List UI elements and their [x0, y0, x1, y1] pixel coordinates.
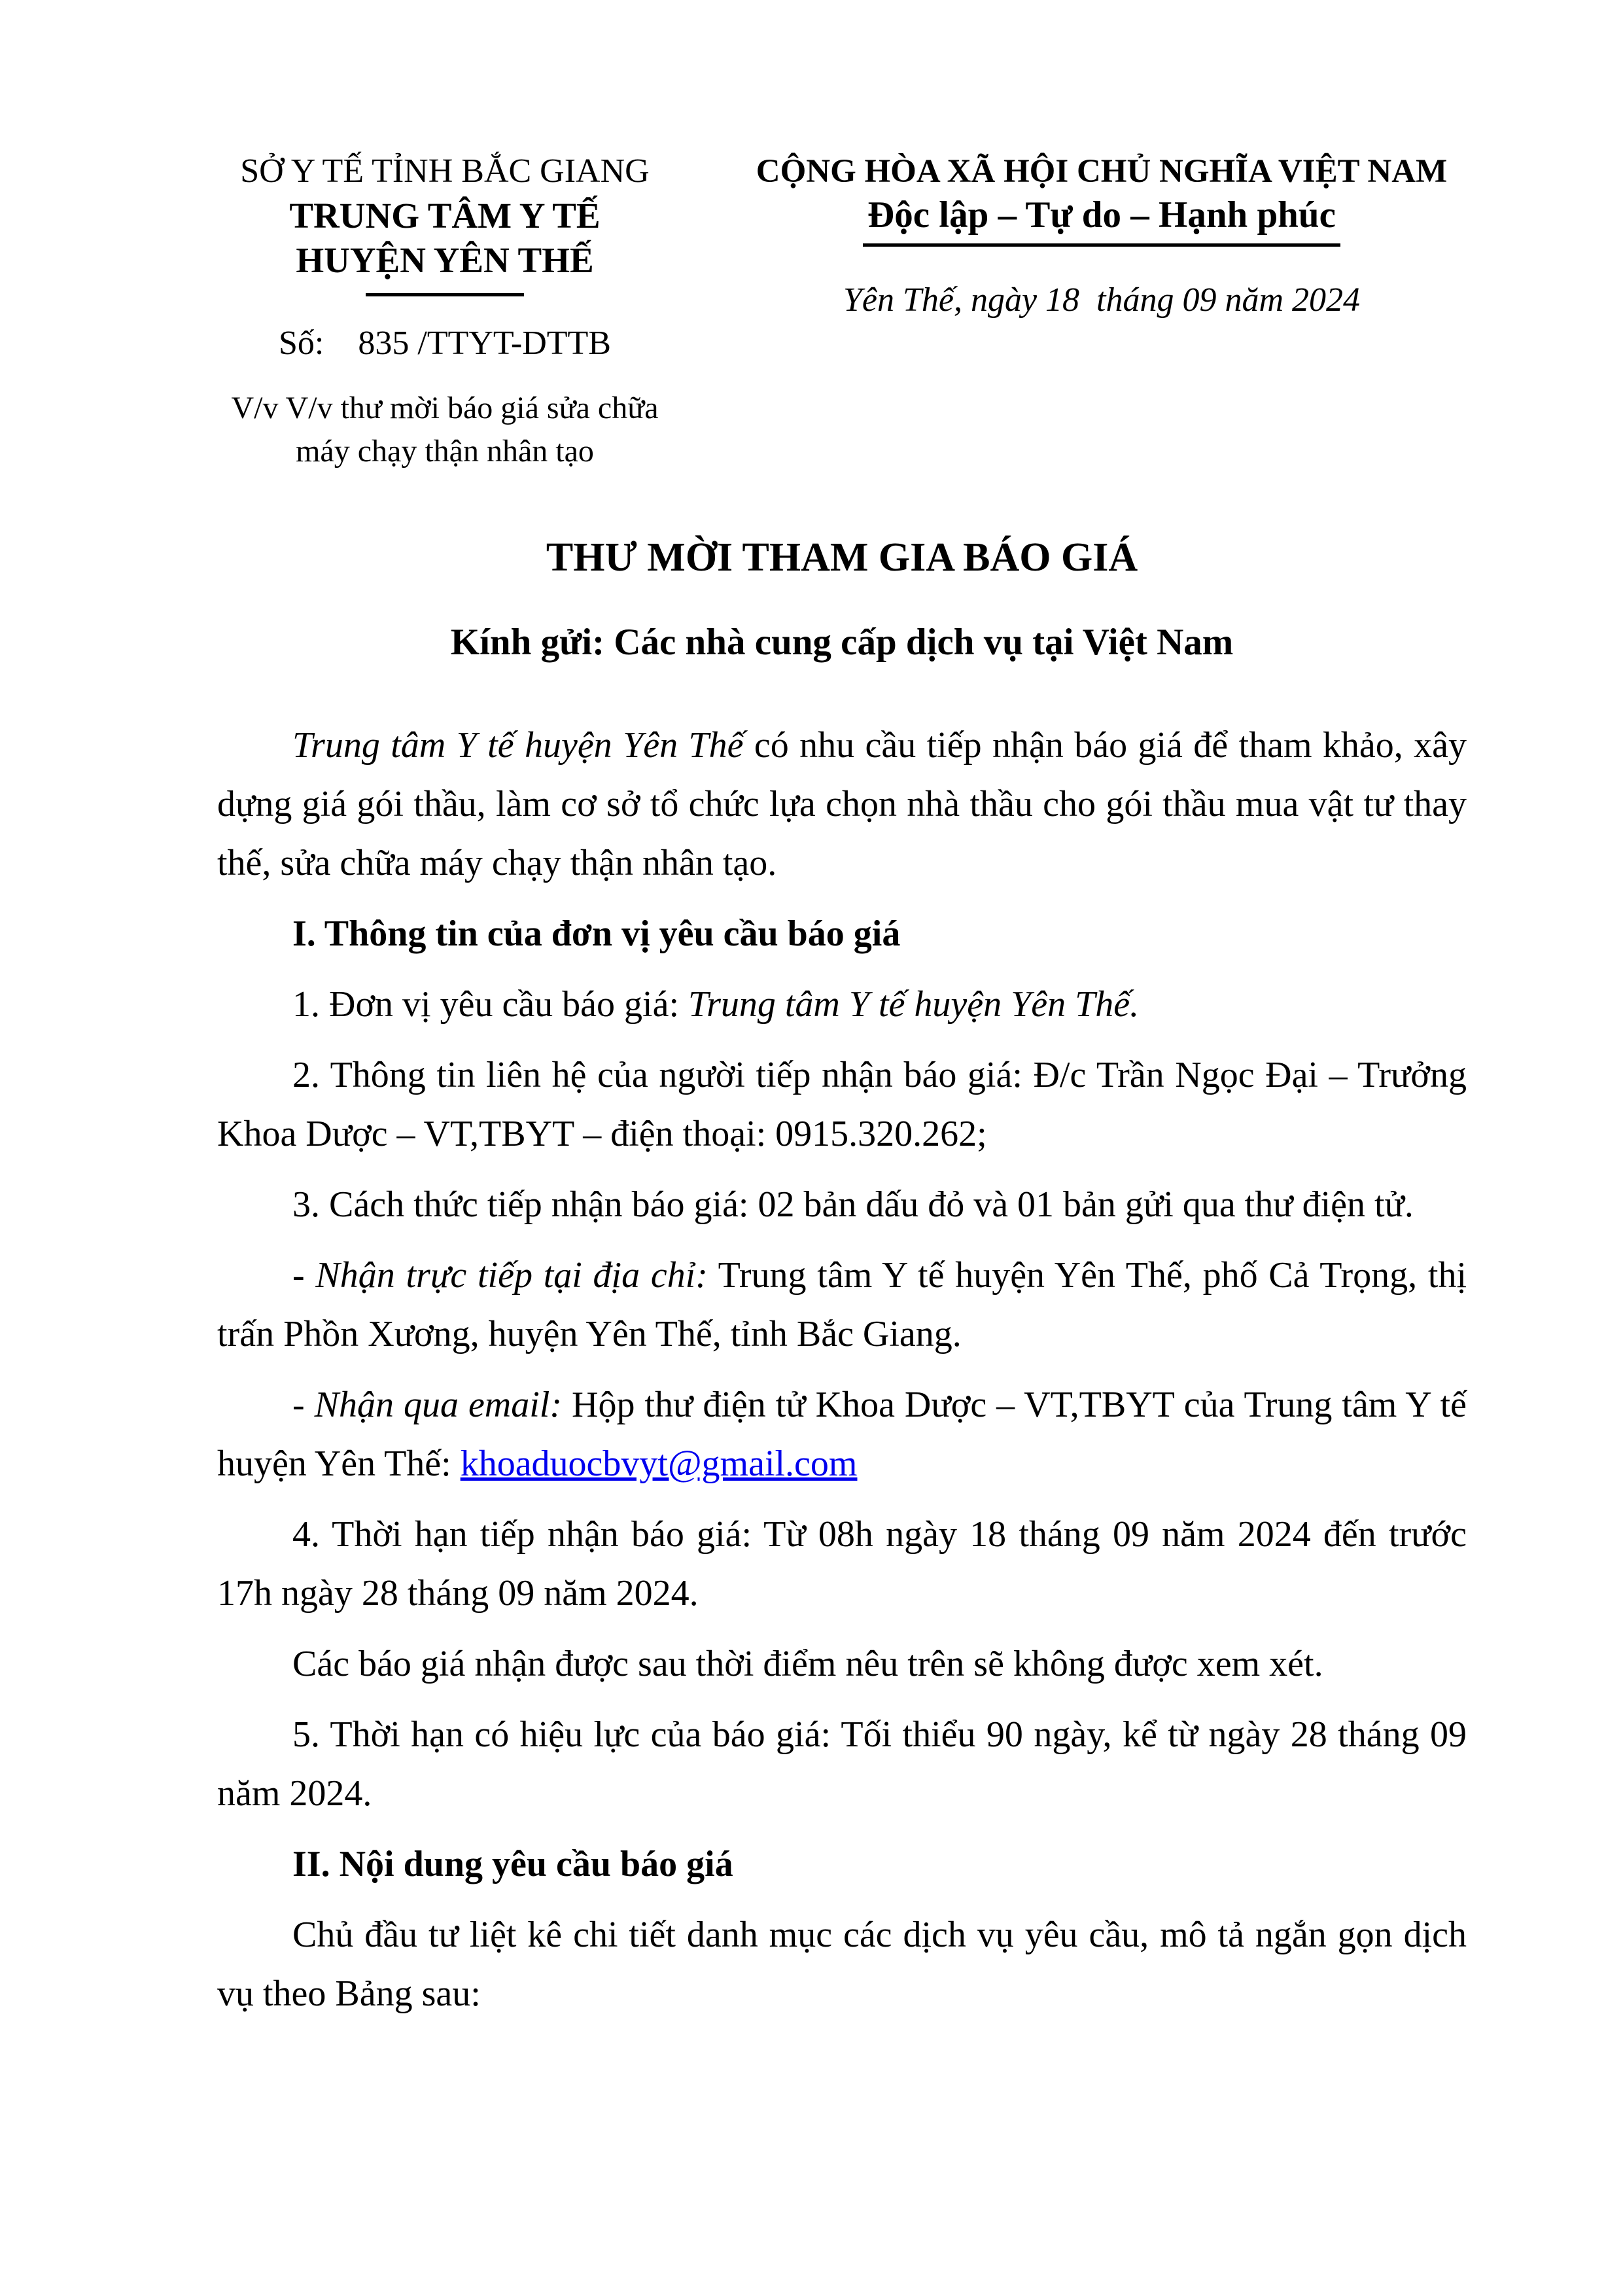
header-left-rule [366, 293, 524, 296]
item-1-lead: 1. Đơn vị yêu cầu báo giá: [292, 984, 689, 1025]
email-link[interactable]: khoaduocbvyt@gmail.com [460, 1443, 858, 1484]
item-3: 3. Cách thức tiếp nhận báo giá: 02 bản dấu đỏ và 01 bản gửi qua thư điện tử. [292, 1184, 1414, 1225]
header-right-rule [863, 243, 1340, 247]
document-body [217, 716, 1467, 2023]
section-1-heading: I. Thông tin của đơn vị yêu cầu báo giá [292, 913, 901, 954]
paragraph-final: Chủ đầu tư liệt kê chi tiết danh mục các dịch vụ yêu cầu, mô tả ngắn gọn dịch vụ theo Bảng sau: [217, 1915, 1467, 2014]
document-number: Số: 835 /TTYT-DTTB [279, 325, 611, 362]
paragraph-intro [217, 716, 1467, 892]
org-name-line1: TRUNG TÂM Y TẾ [289, 196, 601, 236]
header-right-block [731, 149, 1472, 320]
national-motto: CỘNG HÒA XÃ HỘI CHỦ NGHĨA VIỆT NAM [756, 153, 1448, 190]
item-5: 5. Thời hạn có hiệu lực của báo giá: Tối thiểu 90 ngày, kể từ ngày 28 tháng 09 năm 2024. [217, 1714, 1467, 1814]
document-title: THƯ MỜI THAM GIA BÁO GIÁ [546, 535, 1138, 580]
parent-org-name: SỞ Y TẾ TỈNH BẮC GIANG [240, 152, 650, 190]
note-line: Các báo giá nhận được sau thời điểm nêu trên sẽ không được xem xét. [292, 1644, 1323, 1684]
email-line [217, 1375, 1467, 1493]
intro-org-italic: Trung tâm Y tế huyện Yên Thế [292, 725, 744, 766]
place-date-line: Yên Thế, ngày 18 tháng 09 năm 2024 [843, 281, 1361, 319]
org-name-line2: HUYỆN YÊN THẾ [296, 240, 594, 280]
intro-rest: có nhu cầu tiếp nhận báo giá để tham khảo, xây dựng giá gói thầu, làm cơ sở tổ chức lựa chọn nhà thầu cho gói thầu mua vật tư thay thế, sửa chữa máy chạy thận nhân tạo. [217, 725, 1467, 883]
item-2: 2. Thông tin liên hệ của người tiếp nhận báo giá: Đ/c Trần Ngọc Đại – Trưởng Khoa Dược – VT,TBYT – điện thoại: 0915.320.262; [217, 1055, 1467, 1154]
email-lead-italic: - Nhận qua email: [292, 1385, 563, 1425]
address-rest: Trung tâm Y tế huyện Yên Thế, phố Cả Trọng, thị trấn Phồn Xương, huyện Yên Thế, tỉnh Bắc Giang. [217, 1255, 1467, 1354]
document-column [217, 531, 1467, 2035]
item-1-org-italic: Trung tâm Y tế huyện Yên Thế. [688, 984, 1140, 1025]
item-4: 4. Thời hạn tiếp nhận báo giá: Từ 08h ngày 18 tháng 09 năm 2024 đến trước 17h ngày 28 tháng 09 năm 2024. [217, 1514, 1467, 1614]
item-1 [217, 975, 1467, 1034]
email-rest: Hộp thư điện tử Khoa Dược – VT,TBYT của Trung tâm Y tế huyện Yên Thế: [217, 1385, 1467, 1484]
national-slogan: Độc lập – Tự do – Hạnh phúc [867, 194, 1336, 236]
address-lead-italic: - Nhận trực tiếp tại địa chỉ: [292, 1255, 708, 1296]
document-subject: V/v V/v thư mời báo giá sửa chữa máy chạy thận nhân tạo [231, 391, 659, 468]
header-left-block [203, 149, 687, 473]
salutation-line: Kính gửi: Các nhà cung cấp dịch vụ tại Việt Nam [450, 622, 1234, 663]
section-2-heading: II. Nội dung yêu cầu báo giá [292, 1844, 733, 1884]
address-line [217, 1246, 1467, 1364]
